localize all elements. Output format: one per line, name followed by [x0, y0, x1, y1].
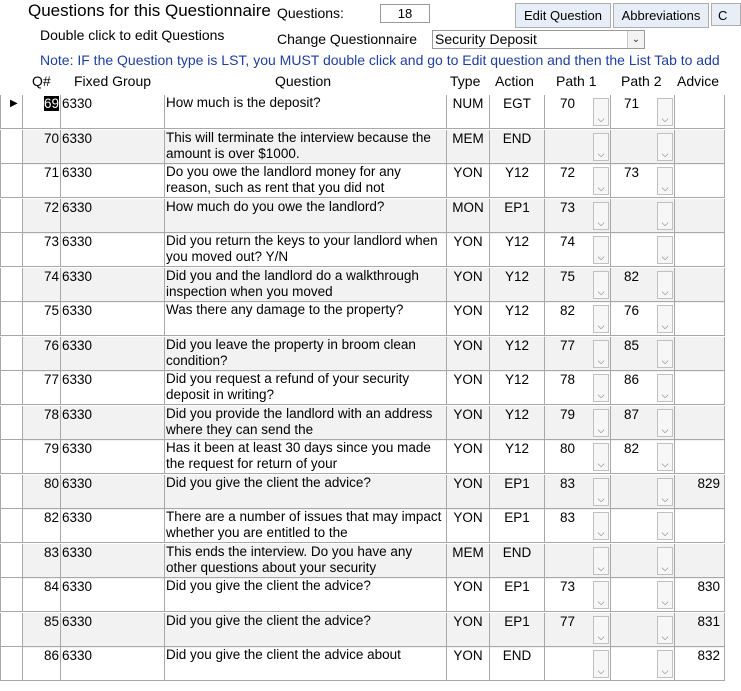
path2-combo[interactable]	[611, 578, 675, 612]
chevron-down-icon[interactable]: ⌵	[593, 547, 609, 575]
table-row[interactable]	[0, 302, 725, 337]
fixed-group-cell[interactable]: 6330	[61, 544, 165, 578]
path1-combo[interactable]	[545, 578, 611, 612]
path2-value: 85	[624, 337, 640, 353]
question-number: 84	[43, 579, 59, 594]
chevron-down-icon[interactable]: ⌵	[593, 650, 609, 678]
question-text-cell[interactable]: This will terminate the interview because the amount is over $1000.	[165, 130, 447, 164]
path2-combo[interactable]	[611, 544, 675, 578]
question-text-cell[interactable]: Did you and the landlord do a walkthrough inspection when you moved	[165, 268, 447, 302]
path1-value: 80	[560, 441, 576, 456]
chevron-down-icon[interactable]: ⌵	[593, 478, 609, 506]
advice-cell[interactable]	[675, 268, 725, 302]
record-selector[interactable]	[0, 578, 23, 612]
question-text-cell[interactable]: Was there any damage to the property?	[165, 302, 447, 336]
chevron-down-icon[interactable]: ⌵	[657, 443, 673, 471]
col-header-action: Action	[495, 73, 534, 89]
question-number-cell[interactable]	[23, 337, 61, 371]
path2-value: 71	[624, 96, 640, 111]
advice-cell[interactable]	[675, 233, 725, 267]
chevron-down-icon[interactable]: ⌵	[593, 443, 609, 471]
path1-value: 70	[560, 96, 576, 111]
path1-combo[interactable]	[545, 337, 611, 371]
action-cell[interactable]: EGT	[490, 95, 545, 129]
table-row[interactable]	[0, 164, 725, 199]
question-number: 71	[43, 165, 59, 180]
path2-combo[interactable]	[611, 302, 675, 336]
chevron-down-icon[interactable]: ⌵	[593, 374, 609, 402]
table-row[interactable]	[0, 268, 725, 303]
path1-combo[interactable]	[545, 509, 611, 543]
path2-value: 86	[624, 372, 640, 387]
col-header-fixed-group: Fixed Group	[74, 73, 152, 89]
question-text-cell[interactable]: This ends the interview. Do you have any other questions about your security	[165, 544, 447, 578]
fixed-group-cell[interactable]: 6330	[61, 613, 165, 647]
type-cell[interactable]: NUM	[447, 95, 490, 129]
path2-combo[interactable]	[611, 164, 675, 198]
record-selector[interactable]	[0, 95, 23, 129]
type-cell[interactable]: YON	[447, 406, 490, 440]
col-header-type: Type	[450, 73, 481, 89]
question-number: 78	[43, 406, 59, 422]
question-text-cell[interactable]: Did you give the client the advice?	[165, 613, 447, 647]
chevron-down-icon[interactable]: ⌄	[627, 31, 644, 48]
record-selector[interactable]	[0, 475, 23, 509]
questionnaire-select-value: Security Deposit	[435, 31, 537, 47]
chevron-down-icon[interactable]: ⌵	[593, 202, 609, 230]
lst-note: Note: IF the Question type is LST, you MUST double click and go to Edit question and then the List Tab to add	[40, 52, 720, 68]
action-cell[interactable]: END	[490, 544, 545, 578]
chevron-down-icon[interactable]: ⌵	[657, 581, 673, 609]
path1-combo[interactable]	[545, 613, 611, 647]
record-selector[interactable]	[0, 130, 23, 164]
chevron-down-icon[interactable]: ⌵	[593, 340, 609, 368]
record-selector[interactable]	[0, 544, 23, 578]
type-cell[interactable]: MEM	[447, 130, 490, 164]
chevron-down-icon[interactable]: ⌵	[657, 478, 673, 506]
question-number: 77	[43, 372, 59, 387]
chevron-down-icon[interactable]: ⌵	[657, 616, 673, 644]
chevron-down-icon[interactable]: ⌵	[593, 409, 609, 437]
table-row[interactable]	[0, 95, 725, 130]
path1-combo[interactable]	[545, 440, 611, 474]
question-number-cell[interactable]	[23, 302, 61, 336]
action-cell[interactable]: Y12	[490, 337, 545, 371]
fixed-group-cell[interactable]: 6330	[61, 475, 165, 509]
chevron-down-icon[interactable]: ⌵	[593, 271, 609, 299]
path2-combo[interactable]	[611, 337, 675, 371]
action-cell[interactable]: Y12	[490, 233, 545, 267]
chevron-down-icon[interactable]: ⌵	[593, 512, 609, 540]
question-number-cell[interactable]	[23, 199, 61, 233]
header-panel	[0, 0, 728, 96]
table-row[interactable]	[0, 647, 725, 682]
path1-combo[interactable]	[545, 647, 611, 681]
action-cell[interactable]: EP1	[490, 578, 545, 612]
path1-value: 75	[560, 268, 576, 284]
table-row[interactable]	[0, 440, 725, 475]
question-number-cell[interactable]	[23, 475, 61, 509]
chevron-down-icon[interactable]: ⌵	[657, 305, 673, 333]
question-number-cell[interactable]	[23, 233, 61, 267]
fixed-group-cell[interactable]: 6330	[61, 199, 165, 233]
advice-cell[interactable]	[675, 371, 725, 405]
type-cell[interactable]: YON	[447, 302, 490, 336]
path2-combo[interactable]	[611, 509, 675, 543]
action-cell[interactable]: EP1	[490, 509, 545, 543]
path1-combo[interactable]	[545, 233, 611, 267]
type-cell[interactable]: YON	[447, 233, 490, 267]
type-cell[interactable]: MON	[447, 199, 490, 233]
advice-cell[interactable]	[675, 130, 725, 164]
record-selector[interactable]	[0, 233, 23, 267]
question-text-cell[interactable]: How much do you owe the landlord?	[165, 199, 447, 233]
table-row[interactable]	[0, 371, 725, 406]
more-button[interactable]: C	[711, 3, 741, 26]
question-text-cell[interactable]: Did you return the keys to your landlord when you moved out? Y/N	[165, 233, 447, 267]
advice-cell[interactable]	[675, 406, 725, 440]
path2-combo[interactable]	[611, 613, 675, 647]
advice-cell[interactable]: 830	[675, 578, 725, 612]
path1-value: 73	[560, 579, 576, 594]
col-header-path2: Path 2	[621, 73, 662, 89]
questions-count-label: Questions:	[277, 5, 344, 21]
action-cell[interactable]: EP1	[490, 199, 545, 233]
advice-cell[interactable]	[675, 95, 725, 129]
question-text-cell[interactable]: Has it been at least 30 days since you made the request for return of your	[165, 440, 447, 474]
advice-cell[interactable]	[675, 164, 725, 198]
question-text-cell[interactable]: Did you give the client the advice about	[165, 647, 447, 681]
question-text-cell[interactable]: Do you owe the landlord money for any reason, such as rent that you did not	[165, 164, 447, 198]
form-title: Questions for this Questionnaire	[28, 1, 271, 20]
path1-combo[interactable]	[545, 164, 611, 198]
table-row[interactable]	[0, 130, 725, 165]
path2-value: 82	[624, 441, 640, 456]
col-header-advice: Advice	[677, 73, 720, 89]
fixed-group-cell[interactable]: 6330	[61, 130, 165, 164]
path1-value: 83	[560, 475, 576, 491]
question-text-cell[interactable]: Did you give the client the advice?	[165, 475, 447, 509]
question-text-cell[interactable]: Did you give the client the advice?	[165, 578, 447, 612]
table-row[interactable]	[0, 578, 725, 613]
question-text-cell[interactable]: There are a number of issues that may impact whether you are entitled to the	[165, 509, 447, 543]
abbreviations-button[interactable]: Abbreviations	[613, 3, 709, 28]
path1-combo[interactable]	[545, 371, 611, 405]
path1-value: 79	[560, 406, 576, 422]
question-text-cell[interactable]: Did you provide the landlord with an address where they can send the	[165, 406, 447, 440]
type-cell[interactable]: YON	[447, 647, 490, 681]
questionnaire-select[interactable]	[432, 30, 645, 49]
path1-combo[interactable]	[545, 95, 611, 129]
record-selector[interactable]	[0, 164, 23, 198]
advice-cell[interactable]	[675, 337, 725, 371]
col-header-num: Q#	[32, 73, 51, 89]
chevron-down-icon[interactable]: ⌵	[657, 271, 673, 299]
record-selector[interactable]	[0, 647, 23, 681]
path1-value: 82	[560, 303, 576, 318]
fixed-group-cell[interactable]: 6330	[61, 440, 165, 474]
action-cell[interactable]: Y12	[490, 440, 545, 474]
advice-cell[interactable]	[675, 199, 725, 233]
advice-cell[interactable]	[675, 440, 725, 474]
advice-cell[interactable]: 831	[675, 613, 725, 647]
question-text-cell[interactable]: Did you request a refund of your security deposit in writing?	[165, 371, 447, 405]
chevron-down-icon[interactable]: ⌵	[593, 305, 609, 333]
advice-cell[interactable]: 832	[675, 647, 725, 681]
path2-value: 76	[624, 303, 640, 318]
path1-combo[interactable]	[545, 199, 611, 233]
type-cell[interactable]: YON	[447, 475, 490, 509]
path1-value: 77	[560, 613, 576, 629]
chevron-down-icon[interactable]: ⌵	[657, 374, 673, 402]
question-number-cell[interactable]	[23, 613, 61, 647]
chevron-down-icon[interactable]: ⌵	[593, 581, 609, 609]
chevron-down-icon[interactable]: ⌵	[657, 167, 673, 195]
type-cell[interactable]: YON	[447, 509, 490, 543]
path1-combo[interactable]	[545, 544, 611, 578]
question-number: 75	[43, 303, 59, 318]
chevron-down-icon[interactable]: ⌵	[593, 167, 609, 195]
chevron-down-icon[interactable]: ⌵	[593, 616, 609, 644]
action-cell[interactable]: EP1	[490, 613, 545, 647]
path1-combo[interactable]	[545, 268, 611, 302]
question-number-cell[interactable]	[23, 164, 61, 198]
path2-value: 87	[624, 406, 640, 422]
question-number-cell[interactable]	[23, 406, 61, 440]
question-number-cell[interactable]	[23, 371, 61, 405]
table-row[interactable]	[0, 233, 725, 268]
path2-combo[interactable]	[611, 199, 675, 233]
type-cell[interactable]: YON	[447, 613, 490, 647]
record-selector[interactable]	[0, 440, 23, 474]
question-number: 83	[43, 544, 59, 560]
questions-grid	[0, 95, 725, 676]
table-row[interactable]	[0, 509, 725, 544]
path2-combo[interactable]	[611, 371, 675, 405]
fixed-group-cell[interactable]: 6330	[61, 406, 165, 440]
question-number-cell[interactable]	[23, 130, 61, 164]
question-number-cell[interactable]	[23, 509, 61, 543]
record-selector[interactable]	[0, 302, 23, 336]
question-text-cell[interactable]: How much is the deposit?	[165, 95, 447, 129]
fixed-group-cell[interactable]: 6330	[61, 371, 165, 405]
type-cell[interactable]: YON	[447, 337, 490, 371]
action-cell[interactable]: Y12	[490, 302, 545, 336]
path2-combo[interactable]	[611, 406, 675, 440]
path1-value: 77	[560, 337, 576, 353]
action-cell[interactable]: END	[490, 130, 545, 164]
advice-cell[interactable]	[675, 302, 725, 336]
question-number: 76	[43, 337, 59, 353]
fixed-group-cell[interactable]: 6330	[61, 337, 165, 371]
chevron-down-icon[interactable]: ⌵	[593, 98, 609, 126]
record-selector[interactable]	[0, 406, 23, 440]
fixed-group-cell[interactable]: 6330	[61, 95, 165, 129]
chevron-down-icon[interactable]: ⌵	[657, 650, 673, 678]
action-cell[interactable]: Y12	[490, 406, 545, 440]
table-row[interactable]	[0, 337, 725, 372]
type-cell[interactable]: YON	[447, 371, 490, 405]
question-number: 69	[43, 96, 59, 111]
question-number: 74	[43, 268, 59, 284]
fixed-group-cell[interactable]: 6330	[61, 268, 165, 302]
table-row[interactable]	[0, 613, 725, 648]
fixed-group-cell[interactable]: 6330	[61, 302, 165, 336]
question-number: 80	[43, 475, 59, 491]
chevron-down-icon[interactable]: ⌵	[593, 236, 609, 264]
record-selector[interactable]	[0, 613, 23, 647]
question-text-cell[interactable]: Did you leave the property in broom clean condition?	[165, 337, 447, 371]
path2-combo[interactable]	[611, 130, 675, 164]
question-number-cell[interactable]	[23, 647, 61, 681]
record-selector[interactable]	[0, 509, 23, 543]
col-header-path1: Path 1	[556, 73, 597, 89]
path1-combo[interactable]	[545, 302, 611, 336]
table-row[interactable]	[0, 544, 725, 579]
question-number-cell[interactable]	[23, 95, 61, 129]
path2-combo[interactable]	[611, 268, 675, 302]
path1-value: 78	[560, 372, 576, 387]
chevron-down-icon[interactable]: ⌵	[657, 98, 673, 126]
path1-value: 83	[560, 510, 576, 525]
type-cell[interactable]: YON	[447, 440, 490, 474]
path2-value: 82	[624, 268, 640, 284]
question-number-cell[interactable]	[23, 268, 61, 302]
type-cell[interactable]: YON	[447, 268, 490, 302]
type-cell[interactable]: YON	[447, 164, 490, 198]
action-cell[interactable]: Y12	[490, 164, 545, 198]
question-number: 72	[43, 199, 59, 215]
path1-combo[interactable]	[545, 130, 611, 164]
col-header-question: Question	[275, 73, 332, 89]
fixed-group-cell[interactable]: 6330	[61, 509, 165, 543]
question-number: 73	[43, 234, 59, 249]
table-row[interactable]	[0, 475, 725, 510]
question-number: 85	[43, 613, 59, 629]
fixed-group-cell[interactable]: 6330	[61, 233, 165, 267]
question-number: 82	[43, 510, 59, 525]
chevron-down-icon[interactable]: ⌵	[657, 133, 673, 161]
type-cell[interactable]: MEM	[447, 544, 490, 578]
chevron-down-icon[interactable]: ⌵	[657, 512, 673, 540]
advice-cell[interactable]	[675, 509, 725, 543]
record-selector-arrow-icon: ▶	[10, 98, 18, 109]
edit-question-button[interactable]: Edit Question	[515, 3, 611, 28]
table-row[interactable]	[0, 199, 725, 234]
question-number: 79	[43, 441, 59, 456]
action-cell[interactable]: Y12	[490, 268, 545, 302]
double-click-hint: Double click to edit Questions	[40, 27, 225, 43]
path1-combo[interactable]	[545, 475, 611, 509]
chevron-down-icon[interactable]: ⌵	[657, 340, 673, 368]
record-selector[interactable]	[0, 371, 23, 405]
questions-count-field[interactable]: 18	[380, 4, 430, 23]
question-number: 70	[43, 130, 59, 146]
action-cell[interactable]: Y12	[490, 371, 545, 405]
question-number-cell[interactable]	[23, 544, 61, 578]
chevron-down-icon[interactable]: ⌵	[657, 236, 673, 264]
question-number-cell[interactable]	[23, 440, 61, 474]
table-row[interactable]	[0, 406, 725, 441]
change-questionnaire-label: Change Questionnaire	[277, 31, 418, 47]
path1-value: 72	[560, 165, 576, 180]
chevron-down-icon[interactable]: ⌵	[657, 202, 673, 230]
path1-combo[interactable]	[545, 406, 611, 440]
path2-combo[interactable]	[611, 95, 675, 129]
path2-combo[interactable]	[611, 647, 675, 681]
question-number-cell[interactable]	[23, 578, 61, 612]
fixed-group-cell[interactable]: 6330	[61, 647, 165, 681]
advice-cell[interactable]	[675, 544, 725, 578]
advice-cell[interactable]: 829	[675, 475, 725, 509]
path1-value: 73	[560, 199, 576, 215]
question-number: 86	[43, 648, 59, 663]
type-cell[interactable]: YON	[447, 578, 490, 612]
path2-combo[interactable]	[611, 475, 675, 509]
fixed-group-cell[interactable]: 6330	[61, 578, 165, 612]
path2-combo[interactable]	[611, 233, 675, 267]
fixed-group-cell[interactable]: 6330	[61, 164, 165, 198]
chevron-down-icon[interactable]: ⌵	[657, 547, 673, 575]
record-selector[interactable]	[0, 337, 23, 371]
path2-value: 73	[624, 165, 640, 180]
chevron-down-icon[interactable]: ⌵	[593, 133, 609, 161]
path1-value: 74	[560, 234, 576, 249]
record-selector[interactable]	[0, 268, 23, 302]
chevron-down-icon[interactable]: ⌵	[657, 409, 673, 437]
action-cell[interactable]: EP1	[490, 475, 545, 509]
action-cell[interactable]: END	[490, 647, 545, 681]
path2-combo[interactable]	[611, 440, 675, 474]
record-selector[interactable]	[0, 199, 23, 233]
